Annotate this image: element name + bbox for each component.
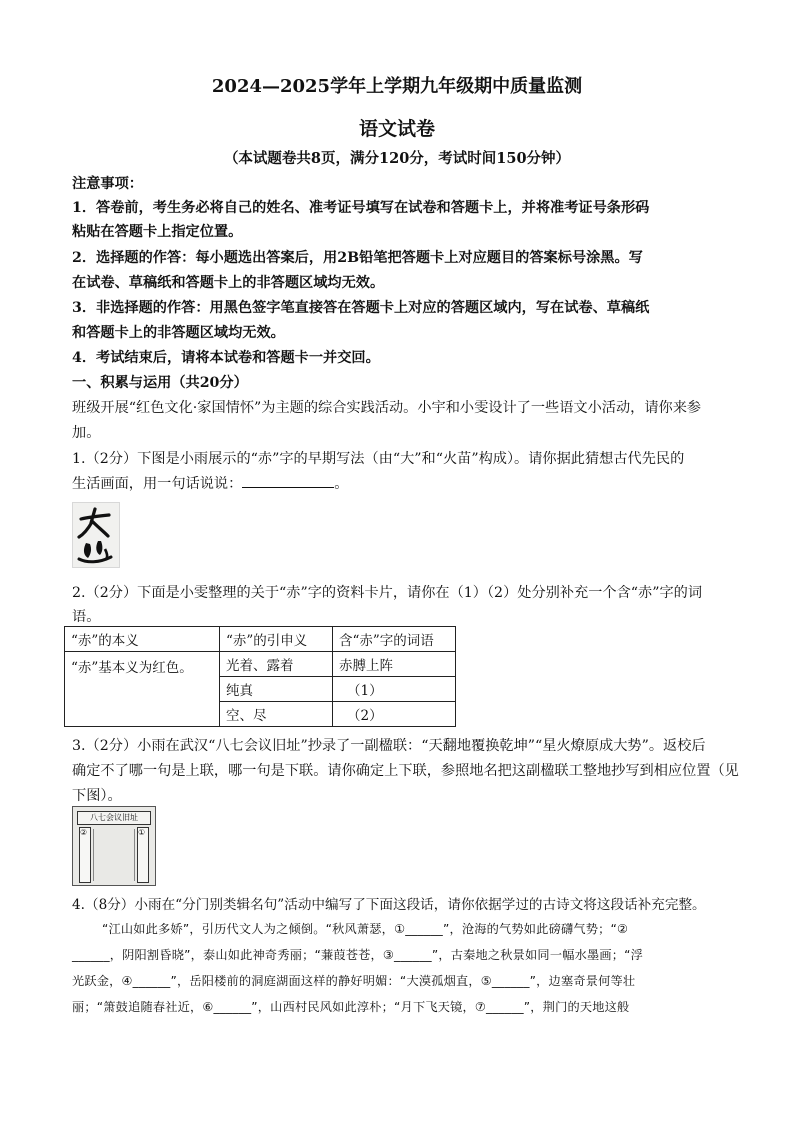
q4-passage-line-2: ______，阴阳割昏晓”，泰山如此神奇秀丽；“蒹葭苍苍，③______”，古秦地之秋景如同一幅水墨画；“浮 [72,948,644,962]
section-intro-line-2: 加。 [72,425,101,441]
exam-title: 2024—2025学年上学期九年级期中质量监测 [211,76,583,97]
header-original-meaning: “赤”的本义 [65,627,220,652]
notes-heading: 注意事项： [72,176,143,192]
q4-passage-line-3: 光跃金，④______”，岳阳楼前的洞庭湖面这样的静好明媚：“大漠孤烟直，⑤______”，边塞奇景何等壮 [72,974,636,988]
section-intro-line-1: 班级开展“红色文化·家国情怀”为主题的综合实践活动。小宇和小雯设计了一些语文小活动，请你来参 [72,400,702,416]
note-3-line-2: 和答题卡上的非答题区域均无效。 [72,325,285,341]
q1-line-2 [72,473,348,493]
note-1-line-1: 1．答卷前，考生务必将自己的姓名、准考证号填写在试卷和答题卡上，并将准考证号条形码 [72,200,650,216]
plaque-label: 八七会议旧址 [77,811,151,825]
note-2-line-2: 在试卷、草稿纸和答题卡上的非答题区域均无效。 [72,275,385,291]
q4-passage-line-1: “江山如此多娇”，引历代文人为之倾倒。“秋风萧瑟，①______”，沧海的气势如此磅礴气势；“② [102,922,629,936]
left-couplet-slot[interactable] [79,827,91,883]
couplet-frame-image [72,806,156,886]
doorway [93,829,135,881]
note-3-line-1: 3．非选择题的作答：用黑色签字笔直接答在答题卡上对应的答题区域内，写在试卷、草稿纸 [72,300,650,316]
header-extended-meaning: “赤”的引申义 [220,627,333,652]
note-2-line-1: 2．选择题的作答：每小题选出答案后，用2B铅笔把答题卡上对应题目的答案标号涂黑。写 [72,250,643,266]
table-row [65,652,456,677]
exam-info: （本试题卷共8页，满分120分，考试时间150分钟） [223,150,571,167]
q2-line-1: 2.（2分）下面是小雯整理的关于“赤”字的资料卡片，请你在（1）（2）处分别补充一个含“赤”字的词 [72,585,703,601]
section-heading: 一、积累与运用（共20分） [72,375,248,391]
q3-line-3: 下图）。 [72,788,122,804]
answer-slot-2[interactable]: （2） [333,702,456,727]
header-words: 含“赤”字的词语 [333,627,456,652]
original-meaning-cell: “赤”基本义为红色。 [65,652,220,727]
q1-period: 。 [334,476,349,492]
q1-answer-blank[interactable] [242,475,334,488]
q1-prompt: 生活画面，用一句话说说： [72,476,243,492]
q4-passage-line-4: 丽；“箫鼓追随春社近，⑥______”，山西村民风如此淳朴；“月下飞天镜，⑦______”，荆门的天地这般 [72,1000,630,1014]
q2-line-2: 语。 [72,609,101,625]
q3-line-1: 3.（2分）小雨在武汉“八七会议旧址”抄录了一副楹联：“天翻地覆换乾坤”“星火燎原成大势”。返校后 [72,738,706,754]
chi-ancient-glyph-image [72,502,120,568]
right-slot-marker: ① [138,828,146,837]
q4-instruction: 4.（8分）小雨在“分门别类辑名句”活动中编写了下面这段话，请你依据学过的古诗文将这段话补充完整。 [72,897,706,913]
extended-meaning-cell: 光着、露着 [220,652,333,677]
word-cell: 赤膊上阵 [333,652,456,677]
q3-line-2: 确定不了哪一句是上联，哪一句是下联。请你确定上下联，参照地名把这副楹联工整地抄写到相应位置（见 [72,763,739,779]
extended-meaning-cell: 空、尽 [220,702,333,727]
chi-info-card-table [64,626,456,727]
note-1-line-2: 粘贴在答题卡上指定位置。 [72,224,243,240]
extended-meaning-cell: 纯真 [220,677,333,702]
note-4: 4．考试结束后，请将本试卷和答题卡一并交回。 [72,350,380,366]
answer-slot-1[interactable]: （1） [333,677,456,702]
table-header-row [65,627,456,652]
exam-subject: 语文试卷 [358,118,435,140]
left-slot-marker: ② [80,828,88,837]
right-couplet-slot[interactable] [137,827,149,883]
q1-line-1: 1.（2分）下图是小雨展示的“赤”字的早期写法（由“大”和“火苗”构成）。请你据此猜想古代先民的 [72,451,685,467]
